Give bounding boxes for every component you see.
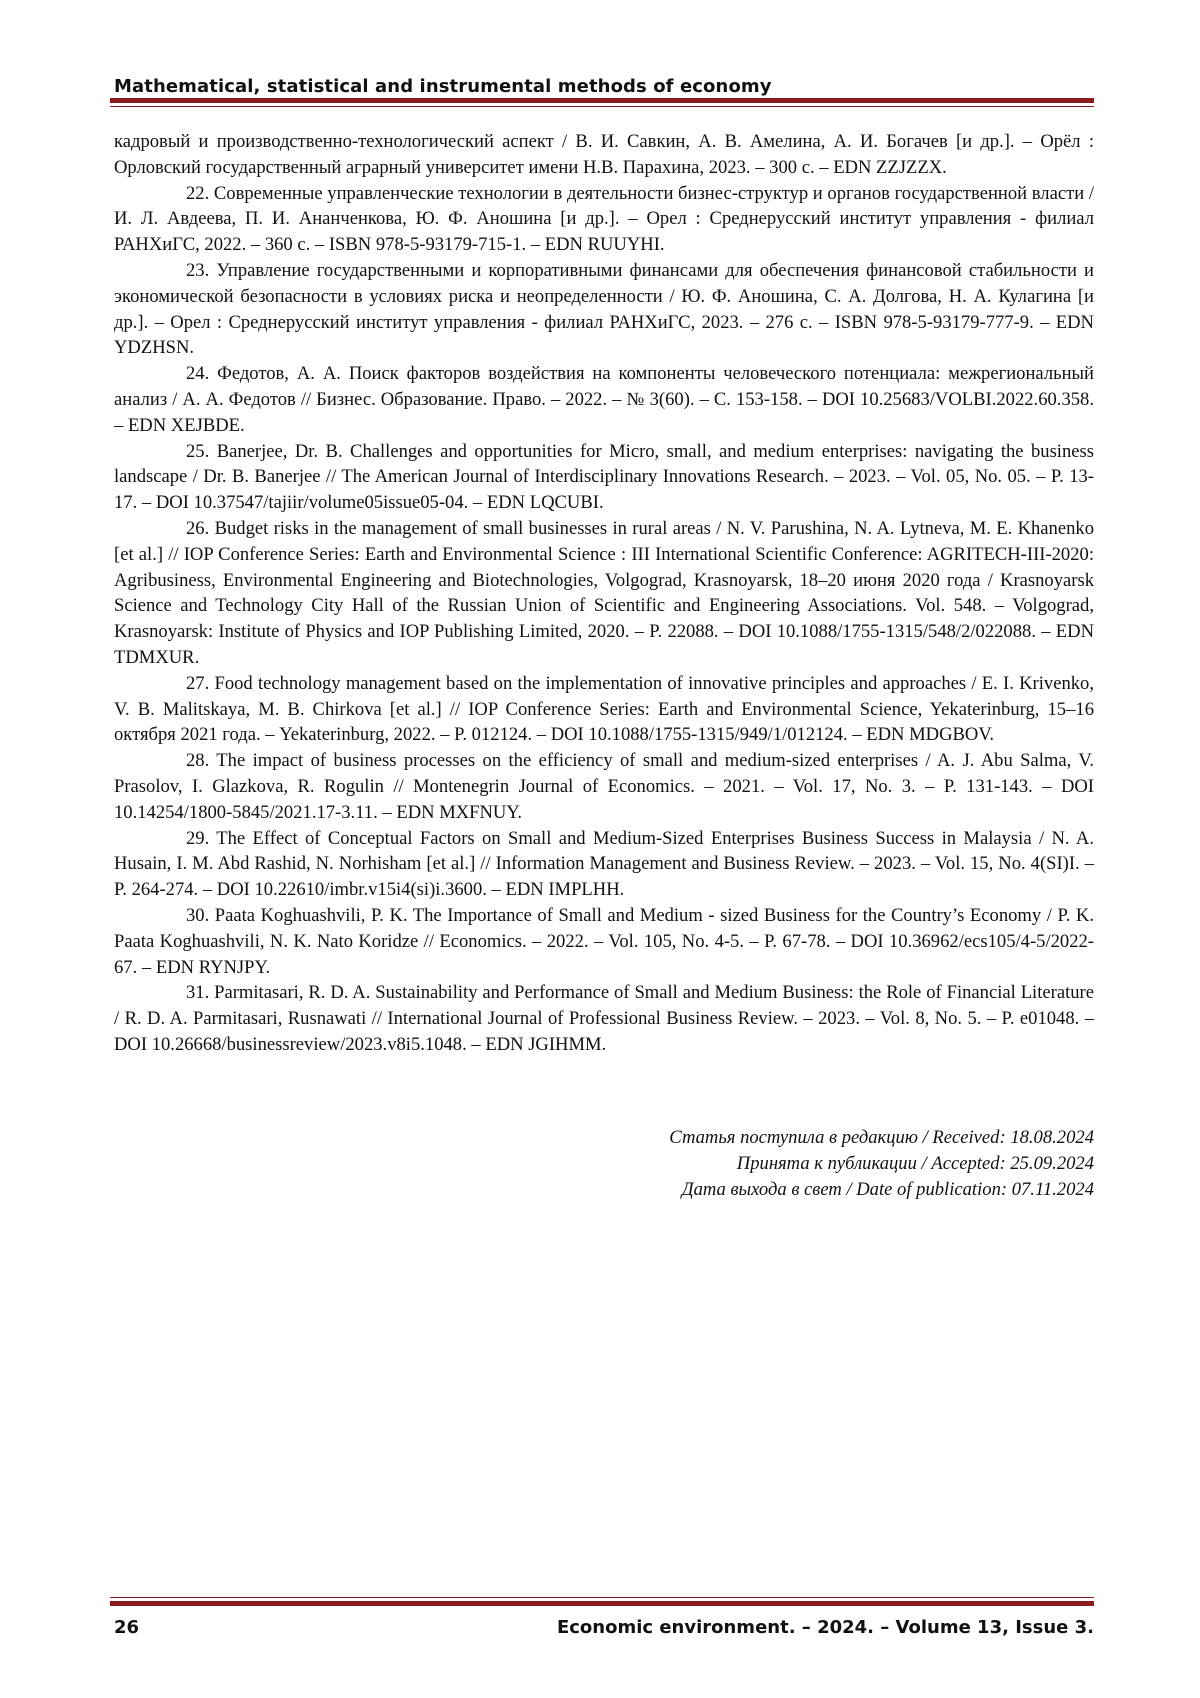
header-rule-thick [110, 98, 1094, 103]
reference-25: 25. Banerjee, Dr. B. Challenges and opportunities for Micro, small, and medium enterprises: navigating the business landscape / Dr. B. Banerjee // The American Journal of Interdisciplinary Innovations Research. – 2023. – Vol. 05, No. 05. – P. 13-17. – DOI 10.37547/tajiir/volume05issue05-04. – EDN LQCUBI. [114, 440, 1094, 514]
publication-dates [500, 1125, 1094, 1202]
reference-24: 24. Федотов, А. А. Поиск факторов воздействия на компоненты человеческого потенциала: межрегиональный анализ / А. А. Федотов // Бизнес. Образование. Право. – 2022. – № 3(60). – С. 153-158. – DOI 10.25683/VOLBI.2022.60.358. – EDN XEJBDE. [114, 363, 1094, 436]
reference-list [114, 129, 1094, 1058]
page-number: 26 [114, 1617, 140, 1638]
footer-rule-thin [110, 1597, 1094, 1598]
accepted-date: Принята к публикации / Accepted: 25.09.2024 [736, 1152, 1094, 1174]
reference-22: 22. Современные управленческие технологии в деятельности бизнес-структур и органов государственной власти / И. Л. Авдеева, П. И. Ананченкова, Ю. Ф. Аношина [и др.]. – Орел : Среднерусский институт управления - филиал РАНХиГС, 2022. – 360 с. – ISBN 978-5-93179-715-1. – EDN RUUYHI. [114, 182, 1094, 256]
running-title: Mathematical, statistical and instrumental methods of economy [114, 76, 772, 97]
received-date: Статья поступила в редакцию / Received: 18.08.2024 [669, 1127, 1094, 1148]
reference-27: 27. Food technology management based on the implementation of innovative principles and approaches / E. I. Krivenko, V. B. Malitskaya, M. B. Chirkova [et al.] // IOP Conference Series: Earth and Environmental Science, Yekaterinburg, 15–16 октября 2021 года. – Yekaterinburg, 2022. – P. 012124. – DOI 10.1088/1755-1315/949/1/012124. – EDN MDGBOV. [114, 672, 1094, 746]
header-rule-thin [110, 106, 1094, 107]
reference-21-continued: кадровый и производственно-технологический аспект / В. И. Савкин, А. В. Амелина, А. И. Богачев [и др.]. – Орёл : Орловский государственный аграрный университет имени Н.В. Парахина, 2023. – 300 с. – EDN ZZJZZX. [114, 131, 1094, 178]
reference-23: 23. Управление государственными и корпоративными финансами для обеспечения финансовой стабильности и экономической безопасности в условиях риска и неопределенности / Ю. Ф. Аношина, С. А. Долгова, Н. А. Кулагина [и др.]. – Орел : Среднерусский институт управления - филиал РАНХиГС, 2023. – 276 с. – ISBN 978-5-93179-777-9. – EDN YDZHSN. [114, 259, 1094, 359]
footer-rule-thick [110, 1601, 1094, 1606]
journal-citation: Economic environment. – 2024. – Volume 13, Issue 3. [556, 1617, 1094, 1638]
reference-26: 26. Budget risks in the management of small businesses in rural areas / N. V. Parushina, N. A. Lytneva, M. E. Khanenko [et al.] // IOP Conference Series: Earth and Environmental Science : III International Scientific Conference: AGRITECH-III-2020: Agribusiness, Environmental Engineering and Biotechnologies, Volgograd, Krasnoyarsk, 18–20 июня 2020 года / Krasnoyarsk Science and Technology City Hall of the Russian Union of Scientific and Engineering Associations. Vol. 548. – Volgograd, Krasnoyarsk: Institute of Physics and IOP Publishing Limited, 2020. – P. 22088. – DOI 10.1088/1755-1315/548/2/022088. – EDN TDMXUR. [114, 517, 1094, 668]
reference-31: 31. Parmitasari, R. D. A. Sustainability and Performance of Small and Medium Business: the Role of Financial Literature / R. D. A. Parmitasari, Rusnawati // International Journal of Professional Business Review. – 2023. – Vol. 8, No. 5. – P. e01048. – DOI 10.26668/businessreview/2023.v8i5.1048. – EDN JGIHMM. [114, 982, 1094, 1055]
reference-30: 30. Paata Koghuashvili, P. K. The Importance of Small and Medium - sized Business for the Country’s Economy / P. K. Paata Koghuashvili, N. K. Nato Koridze // Economics. – 2022. – Vol. 105, No. 4-5. – P. 67-78. – DOI 10.36962/ecs105/4-5/2022-67. – EDN RYNJPY. [114, 904, 1094, 978]
reference-28: 28. The impact of business processes on the efficiency of small and medium-sized enterprises / A. J. Abu Salma, V. Prasolov, I. Glazkova, R. Rogulin // Montenegrin Journal of Economics. – 2021. – Vol. 17, No. 3. – P. 131-143. – DOI 10.14254/1800-5845/2021.17-3.11. – EDN MXFNUY. [114, 750, 1094, 823]
reference-29: 29. The Effect of Conceptual Factors on Small and Medium-Sized Enterprises Business Success in Malaysia / N. A. Husain, I. M. Abd Rashid, N. Norhisham [et al.] // Information Management and Business Review. – 2023. – Vol. 15, No. 4(SI)I. – P. 264-274. – DOI 10.22610/imbr.v15i4(si)i.3600. – EDN IMPLHH. [114, 827, 1094, 901]
publication-date: Дата выхода в свет / Date of publication: 07.11.2024 [681, 1178, 1094, 1200]
